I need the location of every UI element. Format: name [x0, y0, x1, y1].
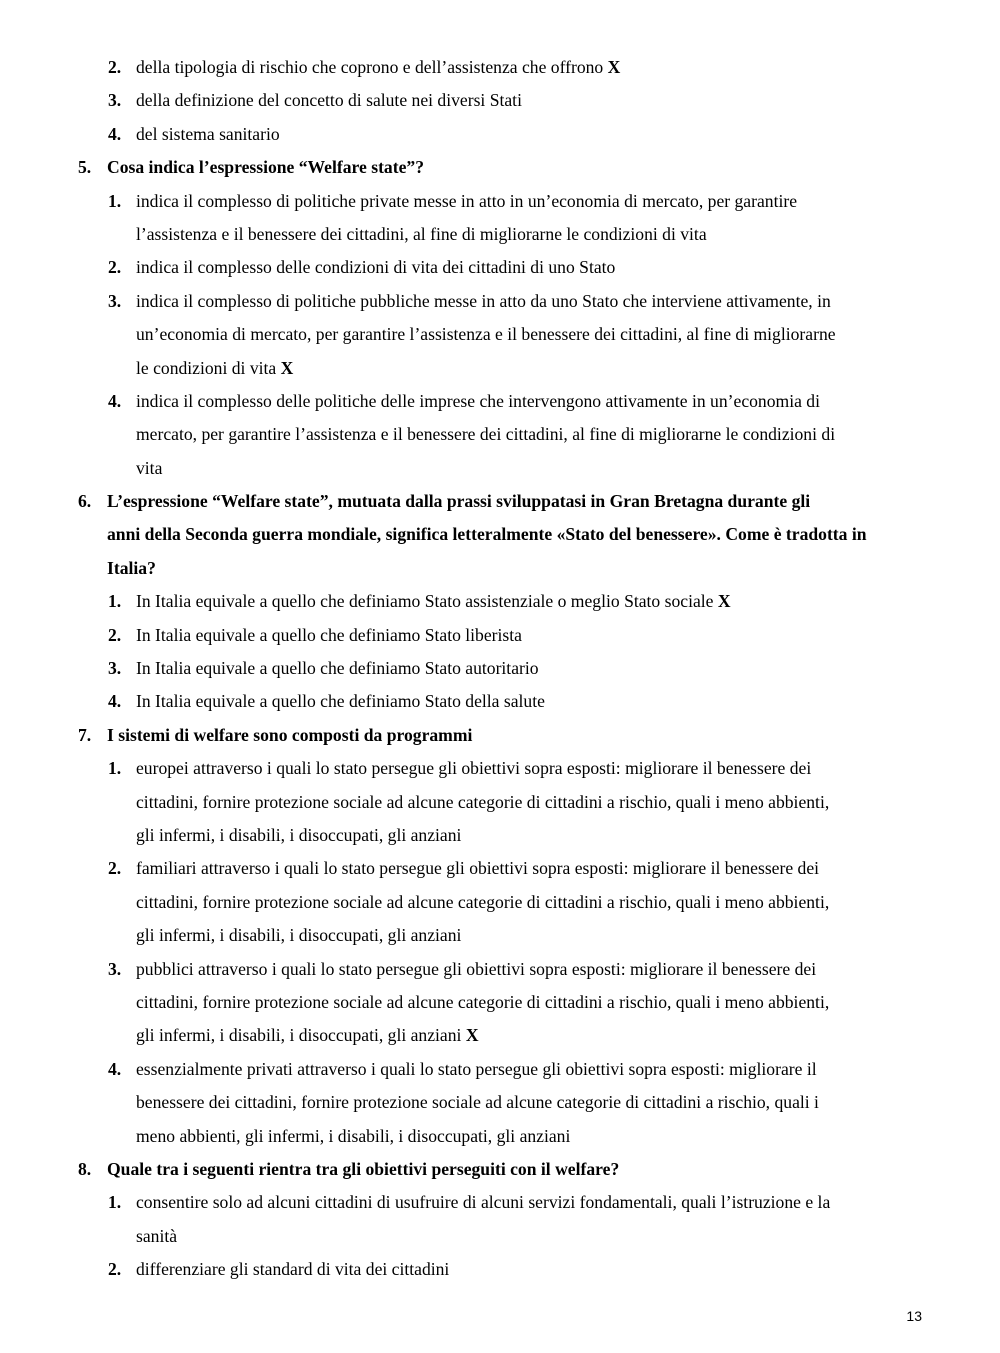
option-number: 3. [108, 958, 122, 979]
option-line [78, 819, 923, 852]
option-line [78, 118, 923, 151]
option-line [78, 1019, 923, 1052]
question-line [78, 518, 923, 551]
correct-answer-mark: X [607, 57, 621, 77]
option-line [78, 619, 923, 652]
option-number: 1. [108, 591, 122, 612]
option-line [78, 251, 923, 284]
option-text: In Italia equivale a quello che definiamo Stato autoritario [136, 658, 539, 679]
option-text: gli infermi, i disabili, i disoccupati, gli anziani [136, 1025, 462, 1046]
option-line [78, 752, 923, 785]
option-line [78, 318, 923, 351]
option-text: cittadini, fornire protezione sociale ad alcune categorie di cittadini a rischio, quali i meno abbienti, [136, 891, 830, 912]
option-number: 2. [108, 624, 122, 645]
option-text: un’economia di mercato, per garantire l’assistenza e il benessere dei cittadini, al fine di migliorarne [136, 324, 836, 345]
option-number: 3. [108, 90, 122, 111]
option-line [78, 1220, 923, 1253]
option-number: 1. [108, 190, 122, 211]
question-line [78, 552, 923, 585]
option-line [78, 385, 923, 418]
question-line [78, 1153, 923, 1186]
option-line [78, 1186, 923, 1219]
option-number: 2. [108, 1259, 122, 1280]
option-text: cittadini, fornire protezione sociale ad alcune categorie di cittadini a rischio, quali i meno abbienti, [136, 991, 830, 1012]
option-text: del sistema sanitario [136, 123, 280, 144]
option-line [78, 585, 923, 618]
option-text: In Italia equivale a quello che definiamo Stato assistenziale o meglio Stato sociale [136, 591, 714, 612]
option-text: cittadini, fornire protezione sociale ad alcune categorie di cittadini a rischio, quali i meno abbienti, [136, 791, 830, 812]
option-text: familiari attraverso i quali lo stato persegue gli obiettivi sopra esposti: migliorare il benessere dei [136, 858, 820, 879]
option-text: gli infermi, i disabili, i disoccupati, gli anziani [136, 824, 462, 845]
correct-answer-mark: X [717, 591, 731, 612]
question-line [78, 151, 923, 184]
option-number: 3. [108, 290, 122, 311]
option-line [78, 786, 923, 819]
option-number: 2. [108, 858, 122, 879]
page-number: 13 [906, 1308, 922, 1324]
option-line [78, 185, 923, 218]
option-line [78, 1120, 923, 1153]
option-line [78, 84, 923, 117]
option-text: gli infermi, i disabili, i disoccupati, gli anziani [136, 925, 462, 946]
option-line [78, 953, 923, 986]
option-text: pubblici attraverso i quali lo stato persegue gli obiettivi sopra esposti: migliorare il benessere dei [136, 958, 817, 979]
option-line [78, 285, 923, 318]
option-line [78, 1086, 923, 1119]
question-line [78, 719, 923, 752]
option-text: indica il complesso di politiche private messe in atto in un’economia di mercato, per garantire [136, 190, 798, 211]
question-text: anni della Seconda guerra mondiale, significa letteralmente «Stato del benessere». Come è tradotta in [107, 524, 867, 545]
option-number: 2. [108, 57, 122, 77]
option-line [78, 986, 923, 1019]
option-text: vita [136, 457, 163, 478]
option-line [78, 51, 923, 84]
option-text: indica il complesso di politiche pubbliche messe in atto da uno Stato che interviene attivamente, in [136, 290, 831, 311]
option-number: 4. [108, 691, 122, 712]
option-number: 1. [108, 1192, 122, 1213]
option-text: essenzialmente privati attraverso i quali lo stato persegue gli obiettivi sopra esposti: migliorare il [136, 1058, 817, 1079]
option-text: differenziare gli standard di vita dei cittadini [136, 1259, 450, 1280]
option-text: l’assistenza e il benessere dei cittadini, al fine di migliorarne le condizioni di vita [136, 223, 707, 244]
option-text: In Italia equivale a quello che definiamo Stato liberista [136, 624, 522, 645]
correct-answer-mark: X [280, 357, 294, 378]
option-number: 4. [108, 123, 122, 144]
option-line [78, 418, 923, 451]
option-text: consentire solo ad alcuni cittadini di usufruire di alcuni servizi fondamentali, quali l’istruzione e la [136, 1192, 831, 1213]
question-number: 6. [78, 491, 92, 512]
quiz-text-block [78, 51, 923, 1286]
option-number: 4. [108, 390, 122, 411]
option-line [78, 652, 923, 685]
option-text: indica il complesso delle condizioni di vita dei cittadini di uno Stato [136, 257, 616, 278]
question-text: I sistemi di welfare sono composti da programmi [107, 724, 473, 745]
option-line [78, 1053, 923, 1086]
option-line [78, 352, 923, 385]
option-line [78, 452, 923, 485]
option-line [78, 886, 923, 919]
option-line [78, 852, 923, 885]
correct-answer-mark: X [465, 1025, 479, 1046]
question-text: Cosa indica l’espressione “Welfare state”? [107, 157, 424, 178]
option-text: In Italia equivale a quello che definiamo Stato della salute [136, 691, 545, 712]
option-line [78, 685, 923, 718]
option-line [78, 218, 923, 251]
option-text: mercato, per garantire l’assistenza e il benessere dei cittadini, al fine di migliorarne le condizioni di [136, 424, 836, 445]
option-number: 1. [108, 758, 122, 779]
option-text: della definizione del concetto di salute nei diversi Stati [136, 90, 522, 111]
question-number: 5. [78, 157, 92, 178]
option-number: 2. [108, 257, 122, 278]
option-text: le condizioni di vita [136, 357, 281, 378]
option-line [78, 919, 923, 952]
option-number: 4. [108, 1058, 122, 1079]
question-line [78, 485, 923, 518]
question-text: L’espressione “Welfare state”, mutuata dalla prassi sviluppatasi in Gran Bretagna durante gli [107, 491, 811, 512]
option-line [78, 1253, 923, 1286]
option-text: della tipologia di rischio che coprono e dell’assistenza che offrono [136, 57, 604, 77]
option-number: 3. [108, 658, 122, 679]
option-text: sanità [136, 1225, 178, 1246]
question-number: 7. [78, 724, 92, 745]
option-text: meno abbienti, gli infermi, i disabili, i disoccupati, gli anziani [136, 1125, 571, 1146]
option-text: benessere dei cittadini, fornire protezione sociale ad alcune categorie di cittadini a rischio, quali i [136, 1092, 819, 1113]
option-text: europei attraverso i quali lo stato persegue gli obiettivi sopra esposti: migliorare il benessere dei [136, 758, 812, 779]
question-text: Quale tra i seguenti rientra tra gli obiettivi perseguiti con il welfare? [107, 1158, 620, 1179]
option-text: indica il complesso delle politiche delle imprese che intervengono attivamente in un’economia di [136, 390, 820, 411]
question-text: Italia? [107, 557, 156, 578]
question-number: 8. [78, 1158, 92, 1179]
